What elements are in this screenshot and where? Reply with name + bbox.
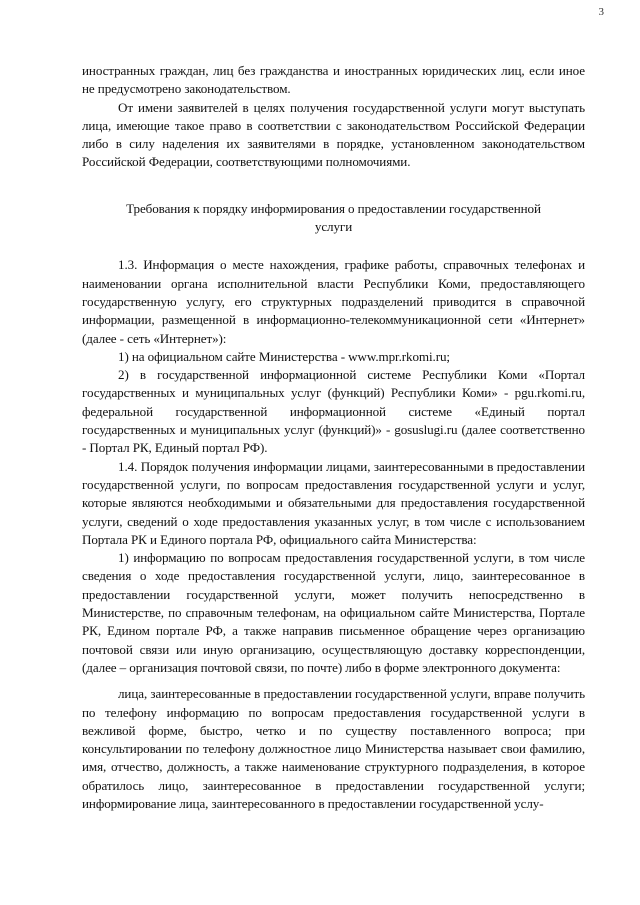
paragraph-1-4: 1.4. Порядок получения информации лицами, заинтересованными в предоставлении государственной услуги, по вопросам предоставления государственной услуги и услуг, которые являются необходимыми и обязательными для предоставления государственной услуги, сведений о ходе предоставления указанных услуг, в том числе с использованием Портала РК и Единого портала РФ, официального сайта Министерства: <box>82 458 585 547</box>
section-heading: Требования к порядку информирования о предоставлении государственной услуги <box>126 200 541 235</box>
paragraph-phone-consultation: лица, заинтересованные в предоставлении государственной услуги, вправе получить по телефону информацию по вопросам предоставления государственной услуги в вежливой форме, быстро, четко и по существу поставленного вопроса; при консультировании по телефону должностное лицо Министерства называет свои фамилию, имя, отчество, должность, а также наименование структурного подразделения, в которое обратилось лицо, заинтересованное в предоставлении государственной услуги; информирование лица, заинтересованного в предоставлении государственной услу- <box>82 686 585 811</box>
list-item-information-sources: 1) информацию по вопросам предоставления государственной услуги, в том числе сведения о ходе предоставления государственной услуги, лицо, заинтересованное в предоставлении государственной услуги, может получить непосредственно в Министерстве, по справочным телефонам, на официальном сайте Министерства, Портале РК, Едином портале РФ, а также направив письменное обращение через организацию почтовой связи или иную организацию, осуществляющую доставку корреспонденции, (далее – организация почтовой связи, по почте) либо в форме электронного документа: <box>82 550 585 675</box>
paragraph-1-3: 1.3. Информация о месте нахождения, графике работы, справочных телефонах и наименовании органа исполнительной власти Республики Коми, предоставляющего государственную услугу, его структурных подразделений приводится в справочной информации, размещенной в информационно-телекоммуникационной сети «Интернет» (далее - сеть «Интернет»): <box>82 257 585 346</box>
list-item-official-site: 1) на официальном сайте Министерства - www.mpr.rkomi.ru; <box>118 348 450 364</box>
page-number: 3 <box>598 6 604 18</box>
paragraph-representatives: От имени заявителей в целях получения государственной услуги могут выступать лица, имеющие такое право в соответствии с законодательством Российской Федерации либо в силу наделения их заявителями в порядке, установленном законодательством Российской Федерации, соответствующими полномочиями. <box>82 99 585 170</box>
document-body <box>82 62 585 813</box>
list-item-portals: 2) в государственной информационной системе Республики Коми «Портал государственных и муниципальных услуг (функций) Республики Коми» - pgu.rkomi.ru, федеральной государственной информационной системе «Единый портал государственных и муниципальных услуг (функций)» - gosuslugi.ru (далее соответственно - Портал РК, Единый портал РФ). <box>82 367 585 456</box>
paragraph-continuation: иностранных граждан, лиц без гражданства и иностранных юридических лиц, если иное не предусмотрено законодательством. <box>82 63 585 97</box>
